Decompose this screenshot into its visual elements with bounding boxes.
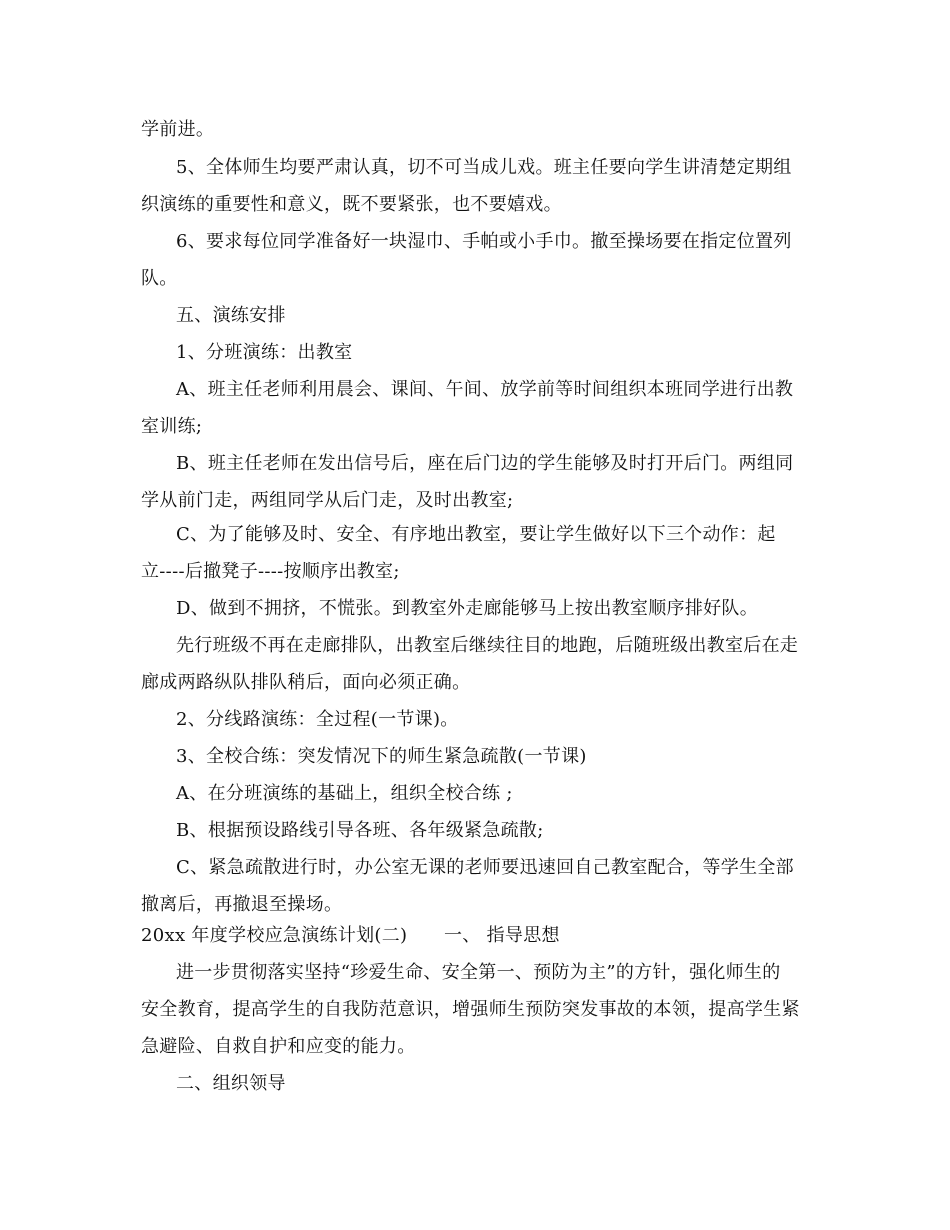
paragraph-line: 5、全体师生均要严肃认真，切不可当成儿戏。班主任要向学生讲清楚定期组 <box>176 157 792 178</box>
paragraph-line: 队。 <box>141 268 178 289</box>
paragraph-line: 6、要求每位同学准备好一块湿巾、手帕或小手巾。撤至操场要在指定位置列 <box>176 231 792 252</box>
paragraph-line: 廊成两路纵队排队稍后，面向必须正确。 <box>141 672 471 693</box>
paragraph-line: B、班主任老师在发出信号后，座在后门边的学生能够及时打开后门。两组同 <box>176 453 794 474</box>
paragraph-line: 撤离后，再撤退至操场。 <box>141 894 343 915</box>
paragraph-line: B、根据预设路线引导各班、各年级紧急疏散; <box>176 820 544 841</box>
paragraph-line: 急避险、自救自护和应变的能力。 <box>141 1036 416 1057</box>
paragraph-line: 学从前门走，两组同学从后门走，及时出教室; <box>141 490 514 511</box>
paragraph-line: 织演练的重要性和意义，既不要紧张，也不要嬉戏。 <box>141 194 562 215</box>
paragraph-line: D、做到不拥挤，不慌张。到教室外走廊能够马上按出教室顺序排好队。 <box>176 598 759 619</box>
paragraph-line: C、为了能够及时、安全、有序地出教室，要让学生做好以下三个动作：起 <box>176 524 776 545</box>
paragraph-line: 安全教育，提高学生的自我防范意识，增强师生预防突发事故的本领，提高学生紧 <box>141 999 800 1020</box>
paragraph-line: A、在分班演练的基础上，组织全校合练 ; <box>176 783 513 804</box>
paragraph-line: 立----后撤凳子----按顺序出教室; <box>141 561 400 582</box>
subsection-heading: 1、分班演练：出教室 <box>176 342 353 363</box>
paragraph-line: 进一步贯彻落实坚持“珍爱生命、安全第一、预防为主”的方针，强化师生的 <box>176 962 781 983</box>
document-title-line: 20xx 年度学校应急演练计划(二) 一、 指导思想 <box>141 925 560 946</box>
paragraph-line: C、紧急疏散进行时，办公室无课的老师要迅速回自己教室配合，等学生全部 <box>176 857 794 878</box>
paragraph-line: 室训练; <box>141 416 203 437</box>
section-heading: 五、演练安排 <box>176 305 286 326</box>
paragraph-line: A、班主任老师利用晨会、课间、午间、放学前等时间组织本班同学进行出教 <box>176 379 794 400</box>
subsection-heading: 3、全校合练：突发情况下的师生紧急疏散(一节课) <box>176 746 587 767</box>
paragraph-line: 先行班级不再在走廊排队，出教室后继续往目的地跑，后随班级出教室后在走 <box>176 635 799 656</box>
subsection-heading: 2、分线路演练：全过程(一节课)。 <box>176 709 459 730</box>
paragraph-line: 学前进。 <box>141 119 215 140</box>
section-heading: 二、组织领导 <box>176 1073 286 1094</box>
